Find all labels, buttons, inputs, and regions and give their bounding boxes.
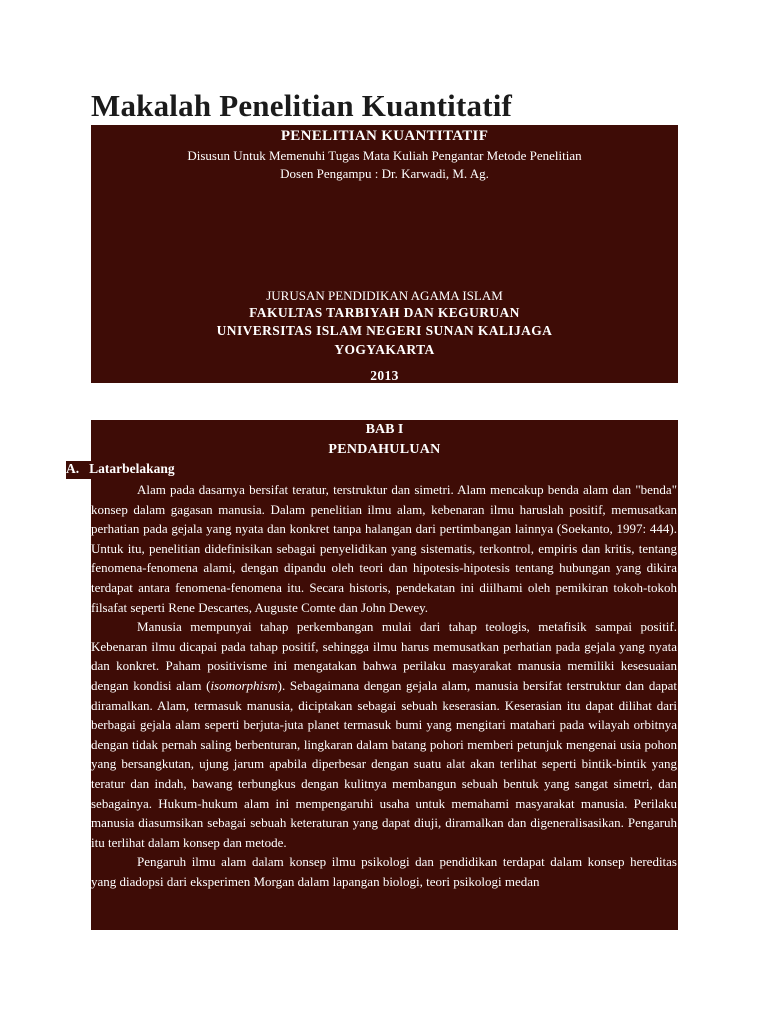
cover-university: UNIVERSITAS ISLAM NEGERI SUNAN KALIJAGA xyxy=(216,323,553,338)
paragraph-2 xyxy=(91,617,677,852)
document-title: Makalah Penelitian Kuantitatif xyxy=(91,88,513,123)
section-title: Latarbelakang xyxy=(89,461,175,476)
chapter-box xyxy=(91,420,678,930)
paragraph-3: Pengaruh ilmu alam dalam konsep ilmu psikologi dan pendidikan terdapat dalam konsep hereditas yang diadopsi dari eksperimen Morgan dalam lapangan biologi, teori psikologi medan xyxy=(91,854,677,889)
cover-department: JURUSAN PENDIDIKAN AGAMA ISLAM xyxy=(266,288,503,303)
paragraph-1: Alam pada dasarnya bersifat teratur, terstruktur dan simetri. Alam mencakup benda alam dan "benda" konsep dalam gagasan manusia. Dalam penelitian ilmu alam, kebenaran ilmu haruslah positif, memusatkan perhatian pada gejala yang nyata dan konkret tanpa halangan dari pertimbangan lainnya (Soekanto, 1997: 444). Untuk itu, penelitian didefinisikan sebagai penyelidikan yang sistematis, terkontrol, empiris dan kritis, tentang fenomena-fenomena alami, dengan dipandu oleh teori dan hipotesis-hipotesis tentang hubungan yang dikira terdapat antara fenomena-fenomena itu. Secara historis, pendekatan ini diilhami oleh pemikiran tokoh-tokoh filsafat seperti Rene Descartes, Auguste Comte dan John Dewey. xyxy=(91,482,677,615)
cover-title: PENELITIAN KUANTITATIF xyxy=(280,128,489,144)
paragraph-2-part-2: ). Sebagaimana dengan gejala alam, manusia bersifat terstruktur dan dapat diramalkan. Alam, termasuk manusia, diciptakan sebagai sebuah keserasian. Keserasian itu dapat dilihat dari berbagai gejala alam seperti berjuta-juta planet termasuk bumi yang mengitari matahari pada wilayah orbitnya dengan tidak pernah saling berbenturan, lingkaran dalam batang pohori memberi petunjuk mengenai usia pohon yang bersangkutan, ujung jarum apabila diperbesar dengan suatu alat akan terlihat seperti bintik-bintik yang teratur dan indah, bawang terbungkus dengan kulitnya membangun sebuah bentuk yang sangat simetri, dan sebagainya. Hukum-hukum alam ini mempengaruhi usaha untuk memahami masyarakat manusia. Perilaku manusia diasumsikan sebagai sebuah keteraturan yang dapat diuji, diramalkan dan digeneralisasikan. Pengaruh itu terlihat dalam konsep dan metode. xyxy=(91,677,677,850)
paragraph-2-part-1: Manusia mempunyai tahap perkembangan mulai dari tahap teologis, metafisik sampai positif. Kebenaran ilmu dicapai pada tahap positif, sehingga ilmu harus memusatkan perhatian pada gejala yang nyata dan konkret. Paham positivisme ini mengatakan bahwa perilaku masyarakat manusia memiliki kesesuaian dengan kondisi alam ( xyxy=(91,619,677,693)
cover-subtitle: Disusun Untuk Memenuhi Tugas Mata Kuliah Pengantar Metode Penelitian xyxy=(187,148,582,163)
cover-page-box xyxy=(91,125,678,383)
paragraph-2-italic-term: isomorphism xyxy=(210,677,278,693)
cover-city: YOGYAKARTA xyxy=(334,342,435,357)
cover-lecturer: Dosen Pengampu : Dr. Karwadi, M. Ag. xyxy=(280,166,489,181)
chapter-body xyxy=(91,480,677,891)
chapter-number: BAB I xyxy=(365,422,404,437)
cover-faculty: FAKULTAS TARBIYAH DAN KEGURUAN xyxy=(249,305,520,320)
cover-year: 2013 xyxy=(370,368,399,383)
chapter-title: PENDAHULUAN xyxy=(328,442,441,457)
section-letter: A. xyxy=(66,461,80,476)
section-heading xyxy=(66,461,175,477)
